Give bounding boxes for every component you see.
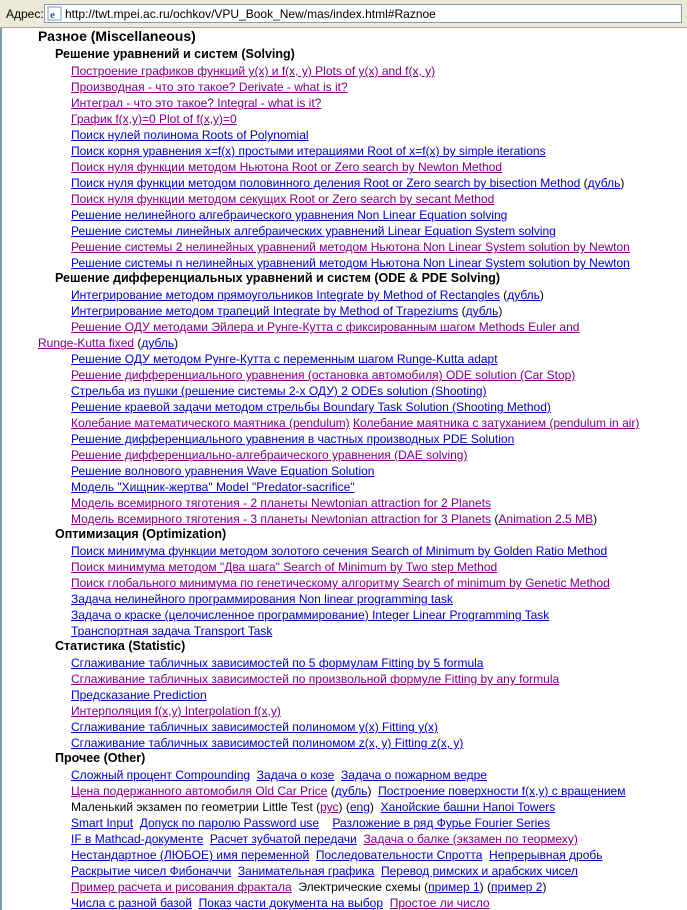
- address-bar: [0, 0, 687, 28]
- link-rectangles[interactable]: Интегрирование методом прямоугольников Integrate by Method of Rectangles: [71, 288, 500, 302]
- link-integral[interactable]: Интеграл - что это такое? Integral - what is it?: [71, 96, 322, 110]
- link-plots[interactable]: Построение графиков функций y(x) и f(x, y) Plots of y(x) and f(x, y): [71, 64, 436, 78]
- link-predator[interactable]: Модель "Хищник-жертва" Model "Predator-sacrifice": [71, 480, 355, 494]
- link-smart-input[interactable]: Smart Input: [71, 816, 134, 830]
- link-fire-bucket[interactable]: Задача о пожарном ведре: [341, 768, 487, 782]
- link-three-planets[interactable]: Модель всемирного тяготения - 3 планеты Newtonian attraction for 3 Planets: [71, 512, 492, 526]
- link-little-test-rus[interactable]: рус: [320, 800, 339, 814]
- link-pendulum[interactable]: Колебание математического маятника (pendulum): [71, 416, 350, 430]
- link-two-planets[interactable]: Модель всемирного тяготения - 2 планеты Newtonian attraction for 2 Planets: [71, 496, 492, 510]
- section-heading-optimization: Оптимизация (Optimization): [55, 527, 227, 541]
- link-secant[interactable]: Поиск нуля функции методом секущих Root or Zero search by secant Method: [71, 192, 495, 206]
- link-goat[interactable]: Задача о козе: [256, 768, 335, 782]
- link-password[interactable]: Допуск по паролю Password use: [139, 816, 320, 830]
- link-newton-system-2[interactable]: Решение системы 2 нелинейных уравнений методом Ньютона Non Linear System solution by Newton: [71, 240, 630, 254]
- link-derivative[interactable]: Производная - что это такое? Derivate - what is it?: [71, 80, 348, 94]
- link-continued-fraction[interactable]: Непрерывная дробь: [489, 848, 603, 862]
- link-little-test-eng[interactable]: eng: [349, 800, 370, 814]
- link-trapeziums[interactable]: Интегрирование методом трапеций Integrate by Method of Trapeziums: [71, 304, 459, 318]
- link-old-car-dub[interactable]: дубль: [334, 784, 368, 798]
- link-fitting-yx[interactable]: Сглаживание табличных зависимостей полиномом y(x) Fitting y(x): [71, 720, 439, 734]
- link-trapeziums-dub[interactable]: дубль: [465, 304, 499, 318]
- link-pendulum-air[interactable]: Колебание маятника с затуханием (pendulum in air): [353, 416, 640, 430]
- link-fractal[interactable]: Пример расчета и рисования фрактала: [71, 880, 292, 894]
- link-rectangles-dub[interactable]: дубль: [507, 288, 540, 302]
- link-fitting-any[interactable]: Сглаживание табличных зависимостей по произвольной формуле Fitting by any formula: [71, 672, 560, 686]
- link-hanoi[interactable]: Ханойские башни Hanoi Towers: [380, 800, 556, 814]
- section-heading-other: Прочее (Other): [55, 751, 146, 765]
- link-two-step[interactable]: Поиск минимума методом "Два шага" Search of Minimum by Two step Method: [71, 560, 498, 574]
- text-little-test: Маленький экзамен по геометрии Little Test: [71, 800, 313, 814]
- link-fitting-5[interactable]: Сглаживание табличных зависимостей по 5 формулам Fitting by 5 formula: [71, 656, 484, 670]
- link-animation[interactable]: Animation 2.5 MB: [498, 512, 594, 526]
- text-electric: Электрические схемы: [298, 880, 421, 894]
- link-fourier[interactable]: Разложение в ряд Фурье Fourier Series: [332, 816, 550, 830]
- ie-page-icon: [47, 6, 62, 21]
- link-sprott[interactable]: Последовательности Спротта: [315, 848, 483, 862]
- link-bisection[interactable]: Поиск нуля функции методом половинного деления Root or Zero search by bisection Method: [71, 176, 581, 190]
- link-prime[interactable]: Простое ли число: [389, 896, 490, 910]
- svg-text:e: e: [50, 9, 55, 21]
- link-plot-fxy[interactable]: График f(x,y)=0 Plot of f(x,y)=0: [71, 112, 237, 126]
- link-fibonacci[interactable]: Раскрытие чисел Фибоначчи: [71, 864, 232, 878]
- link-euler-rk-cont[interactable]: Runge-Kutta fixed: [38, 336, 135, 350]
- link-linear-system[interactable]: Решение системы линейных алгебраических уравнений Linear Equation System solving: [71, 224, 556, 238]
- link-interpolation[interactable]: Интерполяция f(x,y) Interpolation f(x,y): [71, 704, 281, 718]
- link-nonlinear-programming[interactable]: Задача нелинейного программирования Non linear programming task: [71, 592, 453, 606]
- section-heading-statistic: Статистика (Statistic): [55, 639, 186, 653]
- link-surface-rotation[interactable]: Построение поверхности f(x,y) с вращением: [378, 784, 626, 798]
- link-euler-rk-dub[interactable]: дубль: [141, 336, 175, 350]
- link-boundary-task[interactable]: Решение краевой задачи методом стрельбы Boundary Task Solution (Shooting Method): [71, 400, 551, 414]
- section-heading-ode: Решение дифференциальных уравнений и систем (ODE & PDE Solving): [55, 271, 501, 285]
- link-doc-part[interactable]: Показ части документа на выбор: [198, 896, 384, 910]
- page-content: Разное (Miscellaneous) Решение уравнений и систем (Solving) Построение графиков функций y(x) и f(x, y) Plots of y(x) and f(x, y) Производная - что это такое? Derivate - what is it? Интеграл - что это такое? Integral - what is it? График f(x,y)=0 Plot of f(x,y)=0 Поиск нулей полинома Roots of Polynomial Поиск корня уравнения x=f(x) простыми итерациями Root of x=f(x) by simple iterations Поиск нуля функции методом Ньютона Root or Zero search by Newton Method Поиск нуля функции методом половинного деления Root or Zero search by bisection Method (дубль) Поиск нуля функции методом секущих Root or Zero search by secant Method Решение нелинейного алгебраического уравнения Non Linear Equation solving Решение системы линейных алгебраических уравнений Linear Equation System solving Решение системы 2 нелинейных уравнений методом Ньютона Non Linear System solution by Newton Решение системы n нелинейных уравнений методом Ньютона Non Linear System solution by Newton Решение дифференциальных уравнений и систем (ODE & PDE Solving) Интегрирование методом прямоугольников Integrate by Method of Rectangles (дубль) Интегрирование методом трапеций Integrate by Method of Trapeziums (дубль) Решение ОДУ методами Эйлера и Рунге-Кутта с фиксированным шагом Methods Euler and Runge-Kutta fixed (дубль) Решение ОДУ методом Рунге-Кутта с переменным шагом Runge-Kutta adapt Решение дифференциального уравнения (остановка автомобиля) ODE solution (Car Stop) Стрельба из пушки (решение системы 2-х ОДУ) 2 ODEs solution (Shooting) Решение краевой задачи методом стрельбы Boundary Task Solution (Shooting Method) Колебание математического маятника (pendulum) Колебание маятника с затуханием (pendulum in air) Решение дифференциального уравнения в частных производных PDE Solution Решение дифференциально-алгебраического уравнения (DAE solving) Решение волнового уравнения Wave Equation Solution Модель "Хищник-жертва" Model "Predator-sacrifice" Модель всемирного тяготения - 2 планеты Newtonian attraction for 2 Planets Модель всемирного тяготения - 3 планеты Newtonian attraction for 3 Planets (Animation 2.5 MB) Оптимизация (Optimization) Поиск минимума функции методом золотого сечения Search of Minimum by Golden Ratio Method Поиск минимума методом "Два шага" Search of Minimum by Two step Method Поиск глобального минимума по генетическому алгоритму Search of minimum by Genetic Method Задача нелинейного программирования Non linear programming task Задача о краске (целочисленное программирование) Integer Linear Programming Task Транспортная задача Transport Task Статистика (Statistic) Сглаживание табличных зависимостей по 5 формулам Fitting by 5 formula Сглаживание табличных зависимостей по произвольной формуле Fitting by any formula Предсказание Prediction Интерполяция f(x,y) Interpolation f(x,y) Сглаживание табличных зависимостей полиномом y(x) Fitting y(x) Сглаживание табличных зависимостей полиномом z(x, y) Fitting z(x, y) Прочее (Other) Сложный процент Compounding Задача о козе Задача о пожарном ведре Цена подержанного автомобиля Old Car Price (дубль) Построение поверхности f(x,y) с вращением Маленький экзамен по геометрии Little Test (рус) (eng) Ханойские башни Hanoi Towers Smart Input Допуск по паролю Password use Разложение в ряд Фурье Fourier Series IF в Mathcad-документе Расчет зубчатой передачи Задача о балке (экзамен по теормеху) Нестандартное (ЛЮБОЕ) имя переменной Последовательности Спротта Непрерывная дробь Раскрытие чисел Фибоначчи Занимательная графика Перевод римских и арабских чисел Пример расчета и рисования фрактала Электрические схемы (пример 1) (пример 2) Числа с разной базой Показ части документа на выбор Простое ли число: [0, 28, 687, 910]
- link-fitting-zxy[interactable]: Сглаживание табличных зависимостей полиномом z(x, y) Fitting z(x, y): [71, 736, 464, 750]
- link-shooting[interactable]: Стрельба из пушки (решение системы 2-х ОДУ) 2 ODEs solution (Shooting): [71, 384, 487, 398]
- link-roman[interactable]: Перевод римских и арабских чисел: [381, 864, 578, 878]
- link-newton-system-n[interactable]: Решение системы n нелинейных уравнений методом Ньютона Non Linear System solution by Newton: [71, 256, 630, 270]
- link-pde[interactable]: Решение дифференциального уравнения в частных производных PDE Solution: [71, 432, 515, 446]
- link-old-car[interactable]: Цена подержанного автомобиля Old Car Price: [71, 784, 328, 798]
- link-integer-programming[interactable]: Задача о краске (целочисленное программирование) Integer Linear Programming Task: [71, 608, 550, 622]
- link-nonlinear-equation[interactable]: Решение нелинейного алгебраического уравнения Non Linear Equation solving: [71, 208, 508, 222]
- link-simple-iterations[interactable]: Поиск корня уравнения x=f(x) простыми итерациями Root of x=f(x) by simple iterations: [71, 144, 546, 158]
- link-if-mathcad[interactable]: IF в Mathcad-документе: [71, 832, 204, 846]
- link-example-2[interactable]: пример 2: [490, 880, 543, 894]
- link-euler-rk[interactable]: Решение ОДУ методами Эйлера и Рунге-Кутта с фиксированным шагом Methods Euler and: [71, 320, 580, 334]
- link-gear[interactable]: Расчет зубчатой передачи: [209, 832, 357, 846]
- section-heading-solving: Решение уравнений и систем (Solving): [55, 47, 295, 61]
- url-text[interactable]: http://twt.mpei.ac.ru/ochkov/VPU_Book_New/mas/index.html#Raznoe: [65, 7, 436, 21]
- link-base-numbers[interactable]: Числа с разной базой: [71, 896, 192, 910]
- link-example-1[interactable]: пример 1: [428, 880, 480, 894]
- link-compounding[interactable]: Сложный процент Compounding: [71, 768, 251, 782]
- url-field[interactable]: [44, 4, 682, 23]
- link-beam[interactable]: Задача о балке (экзамен по теормеху): [363, 832, 578, 846]
- link-golden-ratio[interactable]: Поиск минимума функции методом золотого сечения Search of Minimum by Golden Ratio Method: [71, 544, 608, 558]
- link-genetic[interactable]: Поиск глобального минимума по генетическому алгоритму Search of minimum by Genetic Method: [71, 576, 610, 590]
- link-newton-method[interactable]: Поиск нуля функции методом Ньютона Root or Zero search by Newton Method: [71, 160, 502, 174]
- page-title: Разное (Miscellaneous): [38, 28, 196, 44]
- link-bisection-dub[interactable]: дубль: [587, 176, 621, 190]
- link-dae[interactable]: Решение дифференциально-алгебраического уравнения (DAE solving): [71, 448, 468, 462]
- link-roots-polynomial[interactable]: Поиск нулей полинома Roots of Polynomial: [71, 128, 309, 142]
- link-wave[interactable]: Решение волнового уравнения Wave Equation Solution: [71, 464, 375, 478]
- address-label: Адрес:: [6, 7, 44, 21]
- link-rk-adapt[interactable]: Решение ОДУ методом Рунге-Кутта с переменным шагом Runge-Kutta adapt: [71, 352, 498, 366]
- link-graphics[interactable]: Занимательная графика: [237, 864, 375, 878]
- link-transport-task[interactable]: Транспортная задача Transport Task: [71, 624, 273, 638]
- link-prediction[interactable]: Предсказание Prediction: [71, 688, 207, 702]
- link-variable-name[interactable]: Нестандартное (ЛЮБОЕ) имя переменной: [71, 848, 310, 862]
- link-car-stop[interactable]: Решение дифференциального уравнения (остановка автомобиля) ODE solution (Car Stop): [71, 368, 576, 382]
